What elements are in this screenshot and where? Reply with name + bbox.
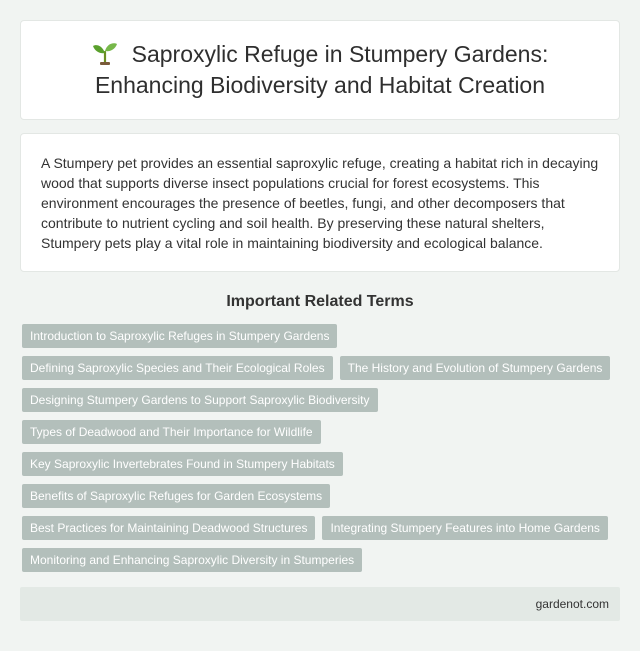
tag-row — [22, 484, 622, 508]
tag-row — [22, 452, 622, 476]
tag-row — [22, 356, 622, 380]
tag-row — [22, 548, 622, 572]
title-card — [20, 20, 620, 120]
related-term-tag[interactable]: Monitoring and Enhancing Saproxylic Diversity in Stumperies — [22, 548, 362, 572]
tag-row — [22, 516, 622, 540]
footer-site-link[interactable]: gardenot.com — [535, 597, 609, 611]
related-term-tag[interactable]: Designing Stumpery Gardens to Support Saproxylic Biodiversity — [22, 388, 378, 412]
related-term-tag[interactable]: Integrating Stumpery Features into Home Gardens — [322, 516, 607, 540]
related-terms-list — [22, 324, 622, 580]
related-term-tag[interactable]: Defining Saproxylic Species and Their Ecological Roles — [22, 356, 333, 380]
tag-row — [22, 324, 622, 348]
page-title — [50, 39, 590, 101]
tag-row — [22, 388, 622, 412]
related-term-tag[interactable]: Best Practices for Maintaining Deadwood Structures — [22, 516, 315, 540]
summary-text: A Stumpery pet provides an essential saproxylic refuge, creating a habitat rich in decaying wood that supports diverse insect populations crucial for forest ecosystems. This environment encourages the presence of beetles, fungi, and other decomposers that contribute to nutrient cycling and soil health. By preserving these natural shelters, Stumpery pets play a vital role in maintaining biodiversity and ecological balance. — [41, 155, 599, 251]
related-term-tag[interactable]: The History and Evolution of Stumpery Gardens — [340, 356, 611, 380]
page-title-text: Saproxylic Refuge in Stumpery Gardens: Enhancing Biodiversity and Habitat Creation — [94, 41, 549, 98]
related-terms-heading: Important Related Terms — [226, 293, 414, 310]
summary-card — [20, 133, 620, 272]
tag-row — [22, 420, 622, 444]
seedling-icon — [92, 41, 118, 65]
related-term-tag[interactable]: Types of Deadwood and Their Importance for Wildlife — [22, 420, 321, 444]
related-term-tag[interactable]: Introduction to Saproxylic Refuges in Stumpery Gardens — [22, 324, 337, 348]
related-term-tag[interactable]: Benefits of Saproxylic Refuges for Garden Ecosystems — [22, 484, 330, 508]
related-term-tag[interactable]: Key Saproxylic Invertebrates Found in Stumpery Habitats — [22, 452, 343, 476]
footer — [20, 587, 620, 621]
